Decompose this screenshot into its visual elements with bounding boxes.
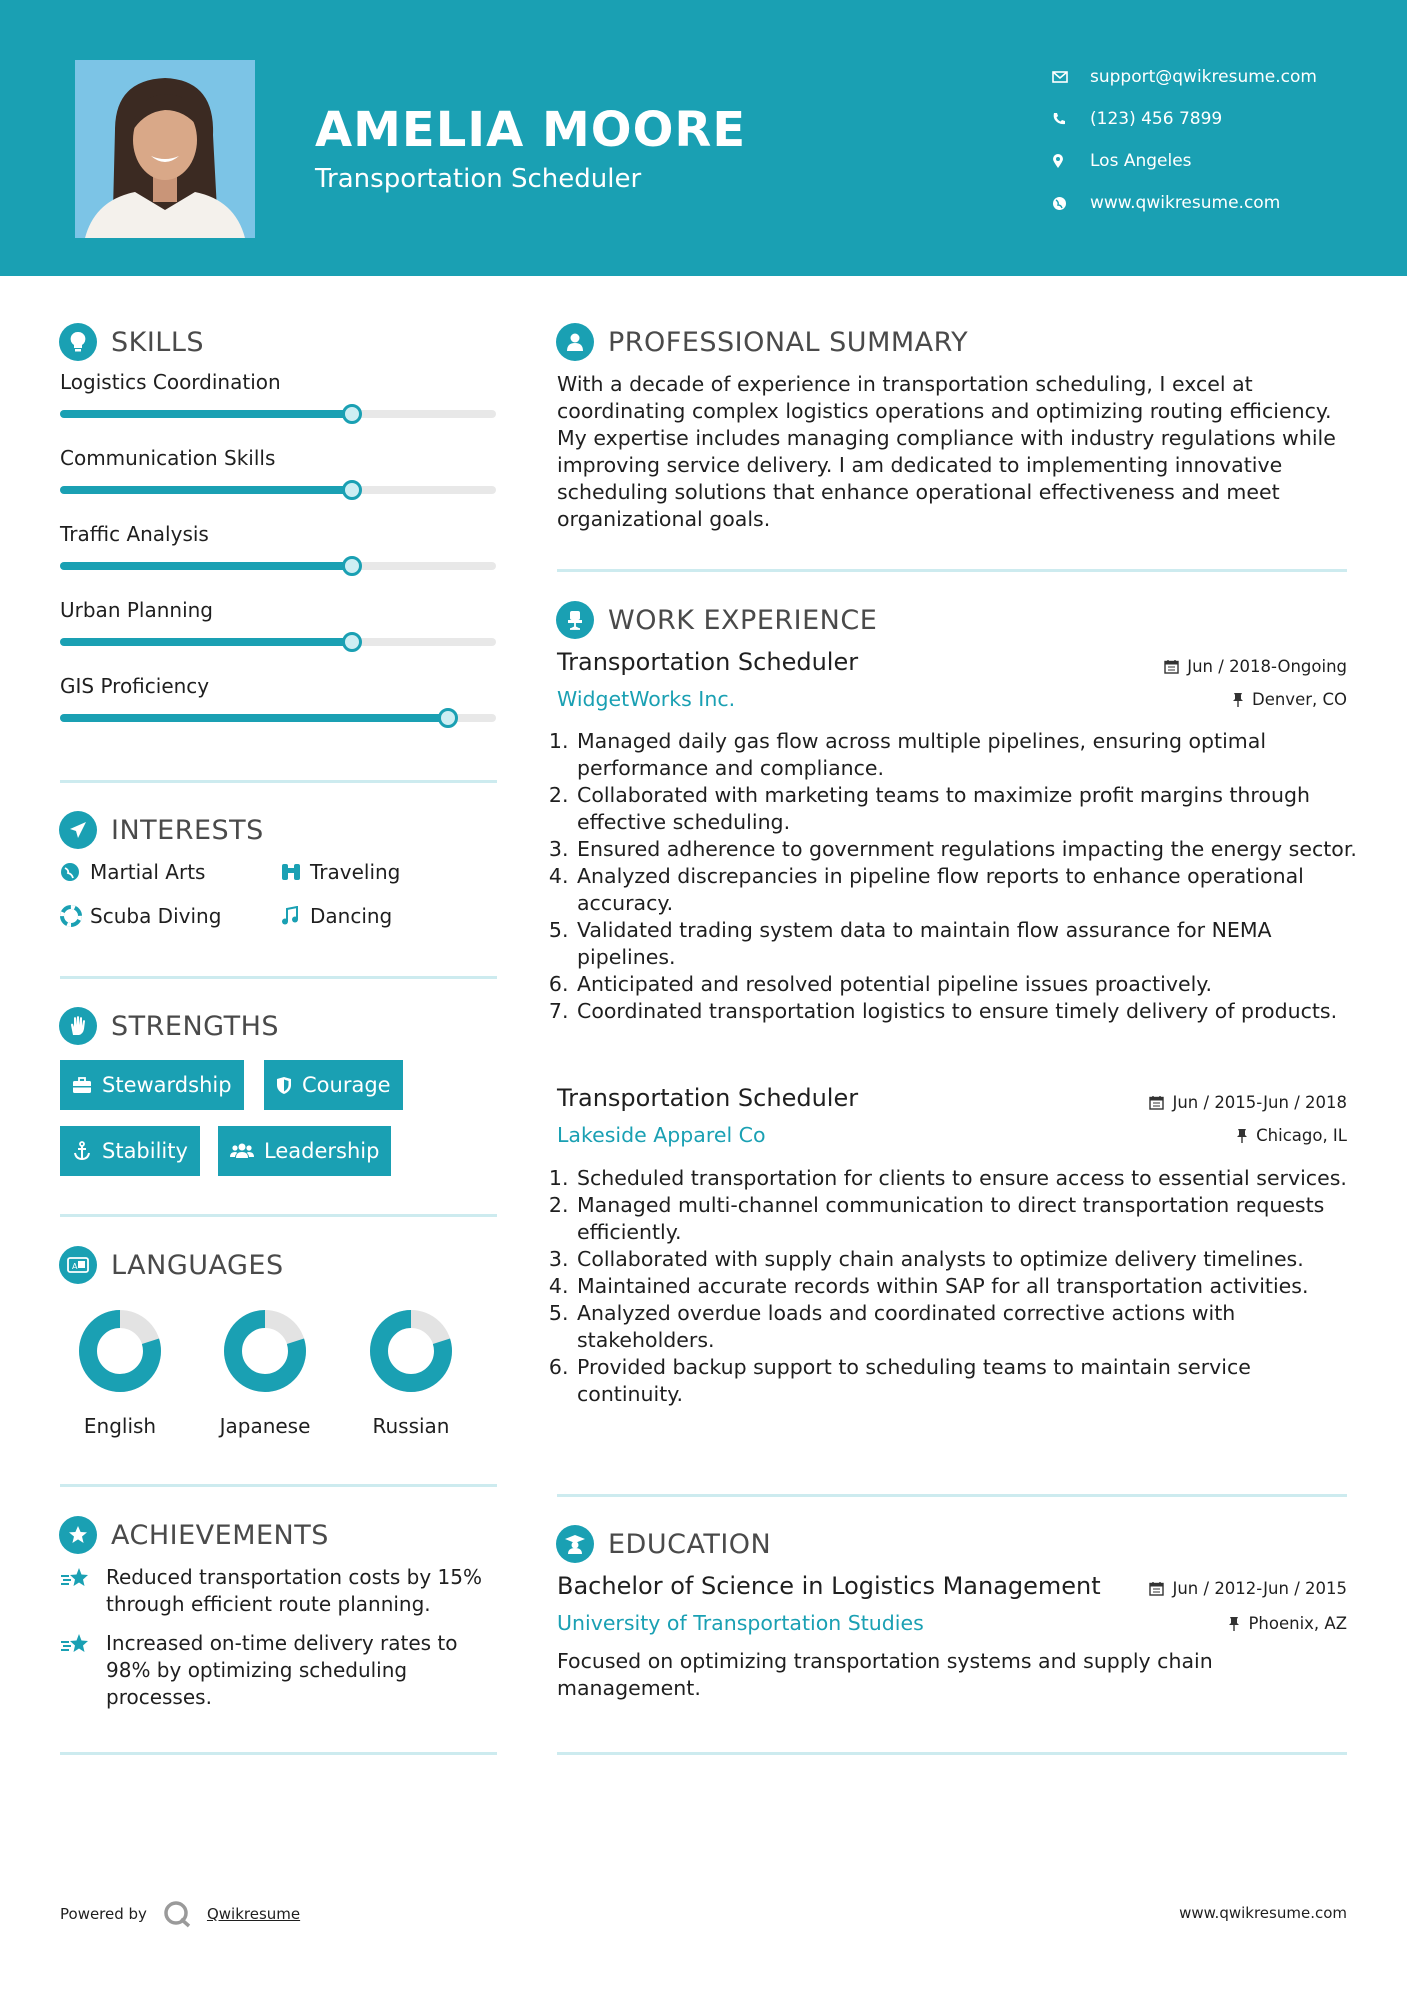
duty-item: 5. Validated trading system data to maintain flow assurance for NEMA pipelines. bbox=[575, 917, 1357, 971]
duty-item: 4. Maintained accurate records within SAP for all transportation activities. bbox=[575, 1273, 1357, 1300]
interest-item: Traveling bbox=[280, 860, 400, 884]
duty-item: 1. Managed daily gas flow across multiple pipelines, ensuring optimal performance and compliance. bbox=[575, 728, 1357, 782]
users-icon bbox=[230, 1142, 254, 1160]
pushpin-icon bbox=[1236, 1128, 1248, 1144]
education-dates: Jun / 2012-Jun / 2015 bbox=[1149, 1579, 1347, 1598]
experience-heading: WORK EXPERIENCE bbox=[556, 600, 877, 640]
interests-heading: INTERESTS bbox=[59, 810, 264, 850]
footer-website[interactable]: www.qwikresume.com bbox=[1179, 1904, 1347, 1922]
duty-item: 5. Analyzed overdue loads and coordinated corrective actions with stakeholders. bbox=[575, 1300, 1357, 1354]
qwikresume-link[interactable]: Qwikresume bbox=[206, 1905, 301, 1923]
interest-item: Scuba Diving bbox=[60, 904, 221, 928]
strength-badge: Leadership bbox=[218, 1126, 391, 1176]
shooting-star-icon bbox=[60, 1630, 106, 1711]
divider bbox=[60, 1484, 497, 1487]
skills-heading: SKILLS bbox=[59, 322, 204, 362]
interest-item: Martial Arts bbox=[60, 860, 205, 884]
job-dates: Jun / 2015-Jun / 2018 bbox=[1149, 1093, 1347, 1112]
divider bbox=[60, 1214, 497, 1217]
pushpin-icon bbox=[1232, 692, 1244, 708]
candidate-role: Transportation Scheduler bbox=[315, 164, 642, 194]
language-donut bbox=[366, 1306, 456, 1396]
lifebuoy-icon bbox=[60, 905, 90, 927]
language-donut bbox=[75, 1306, 165, 1396]
strength-badge: Courage bbox=[264, 1060, 403, 1110]
divider bbox=[557, 1494, 1347, 1497]
contact-website[interactable]: www.qwikresume.com bbox=[1052, 182, 1382, 224]
svg-text:A: A bbox=[72, 1262, 78, 1271]
strengths-heading: STRENGTHS bbox=[59, 1006, 279, 1046]
user-icon bbox=[556, 323, 594, 361]
profile-photo bbox=[75, 60, 255, 238]
company-name: WidgetWorks Inc. bbox=[557, 687, 736, 711]
shield-icon bbox=[276, 1076, 292, 1095]
divider bbox=[60, 780, 497, 783]
graduate-icon bbox=[556, 1525, 594, 1563]
language-item: English bbox=[60, 1306, 180, 1438]
job-location: Denver, CO bbox=[1232, 690, 1347, 709]
skill-bar bbox=[60, 714, 496, 722]
strength-badge: Stability bbox=[60, 1126, 200, 1176]
star-badge-icon bbox=[59, 1516, 97, 1554]
qwikresume-logo-icon bbox=[163, 1900, 193, 1928]
paper-plane-icon bbox=[59, 811, 97, 849]
skill-bar bbox=[60, 638, 496, 646]
duty-item: 7. Coordinated transportation logistics to ensure timely delivery of products. bbox=[575, 998, 1357, 1025]
phone-icon bbox=[1052, 112, 1090, 126]
summary-text: With a decade of experience in transportation scheduling, I excel at coordinating complex logistics operations and optimizing routing efficiency. My expertise includes managing compliance with industry regulations while improving service delivery. I am dedicated to implementing innovative scheduling solutions that enhance operational effectiveness and meet organizational goals. bbox=[557, 372, 1336, 531]
footer-powered-by: Powered by Qwikresume bbox=[60, 1900, 300, 1928]
duty-item: 1. Scheduled transportation for clients to ensure access to essential services. bbox=[575, 1165, 1357, 1192]
skill-item: Logistics Coordination bbox=[60, 370, 496, 418]
achievement-item: Reduced transportation costs by 15% through efficient route planning. bbox=[60, 1564, 500, 1618]
binoculars-icon bbox=[280, 862, 310, 882]
duty-item: 6. Provided backup support to scheduling teams to maintain service continuity. bbox=[575, 1354, 1357, 1408]
envelope-icon bbox=[1052, 71, 1090, 83]
language-item: Japanese bbox=[205, 1306, 325, 1438]
duty-item: 3. Collaborated with supply chain analysts to optimize delivery timelines. bbox=[575, 1246, 1357, 1273]
translate-icon bbox=[59, 1246, 97, 1284]
achievement-item: Increased on-time delivery rates to 98% by optimizing scheduling processes. bbox=[60, 1630, 500, 1711]
job-location: Chicago, IL bbox=[1236, 1126, 1347, 1145]
job-title: Transportation Scheduler bbox=[557, 1084, 859, 1112]
pushpin-icon bbox=[1228, 1616, 1240, 1632]
skill-item: Urban Planning bbox=[60, 598, 496, 646]
contact-phone[interactable]: (123) 456 7899 bbox=[1052, 98, 1382, 140]
duty-list bbox=[557, 728, 1357, 1025]
shooting-star-icon bbox=[60, 1564, 106, 1618]
resume-header bbox=[0, 0, 1407, 276]
skill-bar bbox=[60, 486, 496, 494]
duty-item: 2. Collaborated with marketing teams to maximize profit margins through effective scheduling. bbox=[575, 782, 1357, 836]
divider bbox=[557, 569, 1347, 572]
skill-item: Traffic Analysis bbox=[60, 522, 496, 570]
duty-list bbox=[557, 1165, 1357, 1408]
degree-title: Bachelor of Science in Logistics Management bbox=[557, 1572, 1101, 1600]
education-heading: EDUCATION bbox=[556, 1524, 771, 1564]
calendar-icon bbox=[1149, 1581, 1164, 1596]
language-donut bbox=[220, 1306, 310, 1396]
contact-location: Los Angeles bbox=[1052, 140, 1382, 182]
calendar-icon bbox=[1149, 1095, 1164, 1110]
divider bbox=[60, 1752, 497, 1755]
language-item: Russian bbox=[351, 1306, 471, 1438]
candidate-name: AMELIA MOORE bbox=[315, 102, 747, 158]
skill-item: Communication Skills bbox=[60, 446, 496, 494]
strength-badge: Stewardship bbox=[60, 1060, 244, 1110]
job-title: Transportation Scheduler bbox=[557, 648, 859, 676]
interest-item: Dancing bbox=[280, 904, 392, 928]
contact-list bbox=[1052, 56, 1382, 224]
hand-icon bbox=[59, 1007, 97, 1045]
map-pin-icon bbox=[1052, 153, 1090, 169]
school-name: University of Transportation Studies bbox=[557, 1611, 924, 1635]
divider bbox=[60, 976, 497, 979]
duty-item: 3. Ensured adherence to government regulations impacting the energy sector. bbox=[575, 836, 1357, 863]
company-name: Lakeside Apparel Co bbox=[557, 1123, 766, 1147]
office-chair-icon bbox=[556, 601, 594, 639]
skill-item: GIS Proficiency bbox=[60, 674, 496, 722]
skill-bar bbox=[60, 562, 496, 570]
anchor-icon bbox=[72, 1141, 92, 1161]
globe-icon bbox=[60, 862, 90, 882]
music-note-icon bbox=[280, 906, 310, 926]
lightbulb-icon bbox=[59, 323, 97, 361]
globe-icon bbox=[1052, 196, 1090, 211]
calendar-icon bbox=[1164, 659, 1179, 674]
duty-item: 4. Analyzed discrepancies in pipeline flow reports to enhance operational accuracy. bbox=[575, 863, 1357, 917]
duty-item: 6. Anticipated and resolved potential pipeline issues proactively. bbox=[575, 971, 1357, 998]
divider bbox=[557, 1752, 1347, 1755]
achievements-heading: ACHIEVEMENTS bbox=[59, 1515, 329, 1555]
summary-heading: PROFESSIONAL SUMMARY bbox=[556, 322, 968, 362]
education-description: Focused on optimizing transportation systems and supply chain management. bbox=[557, 1649, 1213, 1700]
duty-item: 2. Managed multi-channel communication to direct transportation requests efficiently. bbox=[575, 1192, 1357, 1246]
languages-heading: A LANGUAGES bbox=[59, 1245, 284, 1285]
job-dates: Jun / 2018-Ongoing bbox=[1164, 657, 1347, 676]
contact-email[interactable]: support@qwikresume.com bbox=[1052, 56, 1382, 98]
skill-bar bbox=[60, 410, 496, 418]
education-location: Phoenix, AZ bbox=[1228, 1614, 1347, 1633]
briefcase-icon bbox=[72, 1077, 92, 1094]
